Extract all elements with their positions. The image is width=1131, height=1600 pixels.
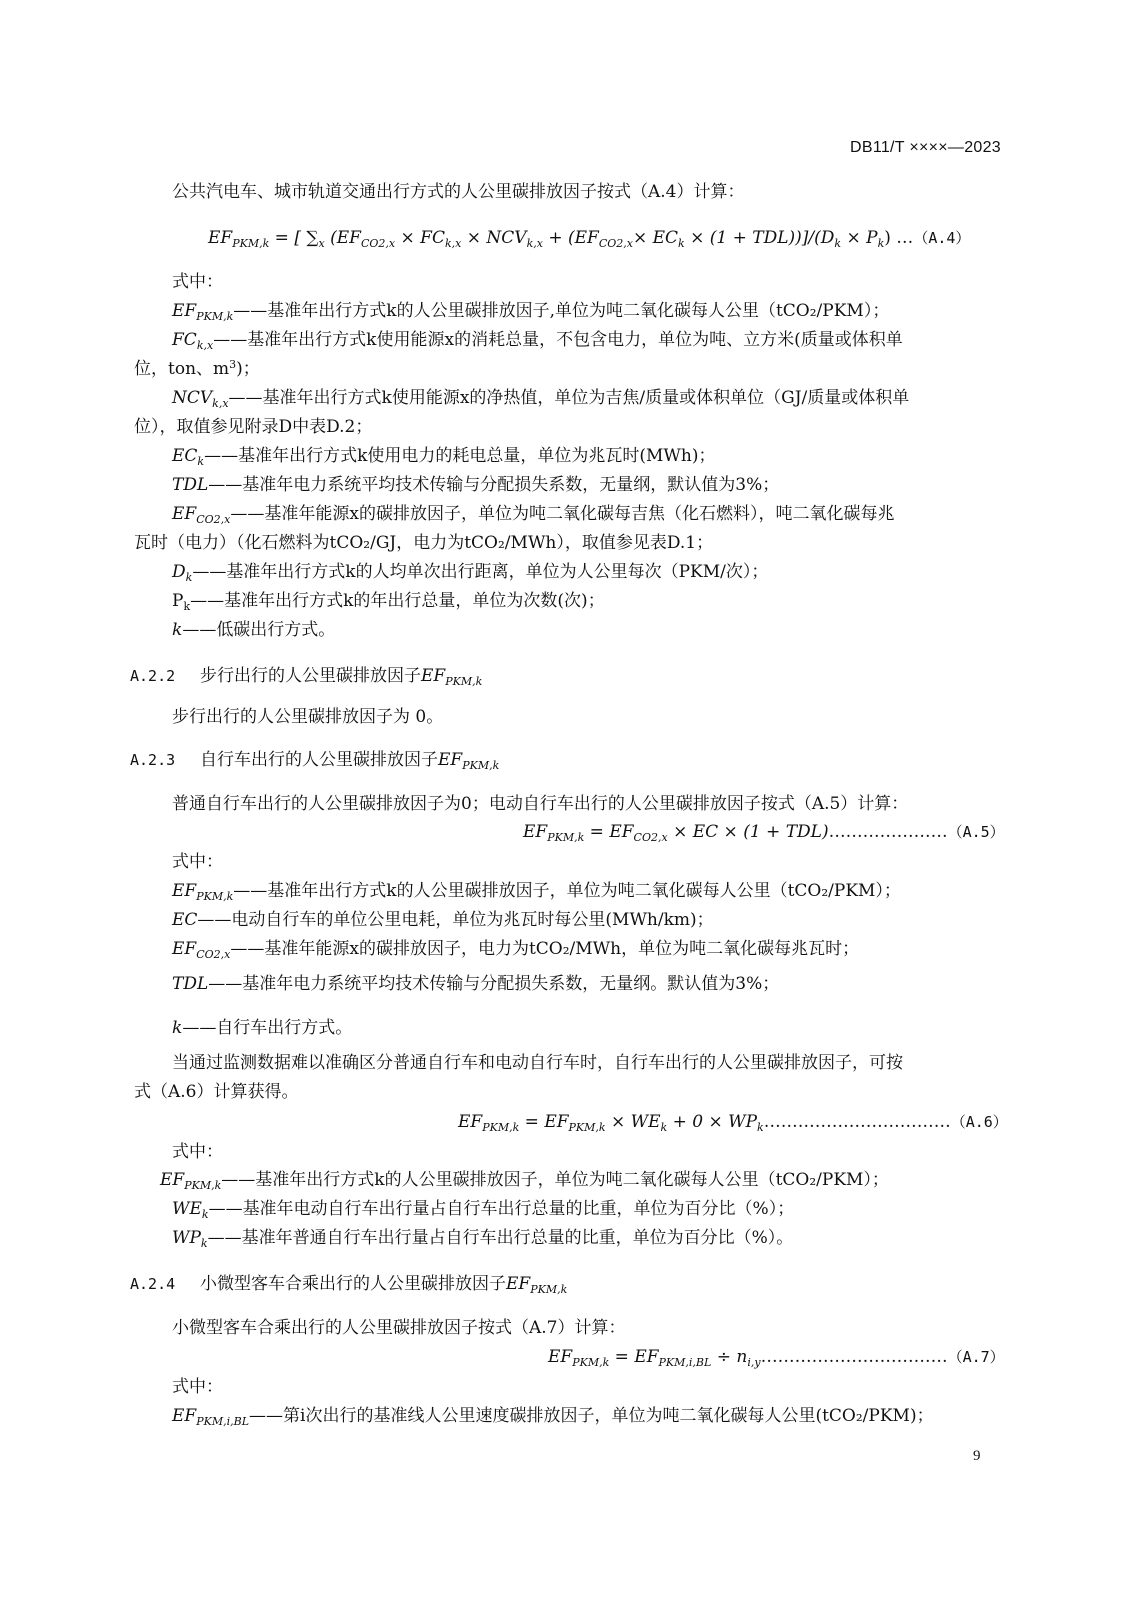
formula-a7: $EF_{PKM,k} = EF_{PKM,i,BL}$ ÷ $n_{i,y}\dots\dots\dots\dots\dots\dots\dots\dots\dots\dots\dots(A.7)$ [548,1347,1005,1369]
definition-d: $D_k——$基准年出行方式k的人均单次出行距离，单位为人公里每次（PKM/次）； [172,562,769,584]
equation-number: （A.4） [913,229,971,247]
definition-k: k——低碳出行方式。 [172,620,336,640]
definition-ncv: $NCV_{k,x}——$基准年出行方式k使用能源x的净热值，单位为吉焦/质量或体积单位（GJ/质量或体积单 [172,388,910,410]
definition-ef-pkm: $EF_{PKM,k}——$基准年出行方式k的人公里碳排放因子，单位为吨二氧化碳每人公里（tCO₂/PKM）； [160,1170,889,1192]
paragraph-a6-intro-continued: 式（A.6）计算获得。 [134,1082,299,1102]
definition-fc: $FC_{k,x}——$基准年出行方式k使用能源x的消耗总量，不包含电力，单位为吨、立方米(质量或体积单 [172,330,903,352]
section-heading-a-2-3: A.2.3 自行车出行的人公里碳排放因子$EF_{PKM,k}$ [130,750,500,772]
formula-a5: $EF_{PKM,k} = EF_{CO2,x}$ × EC × (1 + TDL)…………………（A.5） [523,822,1005,844]
definition-ef-pkm: $EF_{PKM,k}——$基准年出行方式k的人公里碳排放因子,单位为吨二氧化碳每人公里（tCO₂/PKM）； [172,301,890,323]
where-label: 式中： [172,1377,223,1397]
paragraph-carpool: 小微型客车合乘出行的人公里碳排放因子按式（A.7）计算： [172,1318,626,1338]
formula-a4: $EF_{PKM,k}$ = [ $\sum_x$ $(EF_{CO2,x} \times FC_{k,x} \times NCV_{k,x} + (EF_{CO2,x}\times EC_k \times (1 + TDL))]/(D_k \times P_k)$ …（A.4） [208,228,971,250]
formula-a6: $EF_{PKM,k} = EF_{PKM,k} \times WE_k + 0$ × $WP_k\dots\dots\dots\dots\dots\dots\dots\dots\dots\dots\dots(A.6)$ [458,1112,1008,1134]
equation-number: （A.5） [947,823,1005,841]
paragraph-bicycle: 普通自行车出行的人公里碳排放因子为0；电动自行车出行的人公里碳排放因子按式（A.5）计算： [172,794,909,814]
definition-wp: $WP_k——$基准年普通自行车出行量占自行车出行总量的比重，单位为百分比（%）。 [172,1228,794,1250]
definition-ef-pkm-bl: $EF_{PKM,i,BL}——$第i次出行的基准线人公里速度碳排放因子，单位为吨二氧化碳每人公里(tCO₂/PKM)； [172,1406,934,1428]
paragraph-walking: 步行出行的人公里碳排放因子为 0。 [172,707,444,727]
definition-we: $WE_k——$基准年电动自行车出行量占自行车出行总量的比重，单位为百分比（%）； [172,1199,795,1221]
where-label: 式中： [172,272,223,292]
definition-ef-co2: $EF_{CO2,x}——$基准年能源x的碳排放因子，电力为tCO₂/MWh，单位为吨二氧化碳每兆瓦时； [172,939,860,961]
section-heading-a-2-2: A.2.2 步行出行的人公里碳排放因子$EF_{PKM,k}$ [130,666,483,688]
page-number: 9 [973,1448,981,1464]
equation-number: （A.7） [947,1348,1005,1366]
equation-number: （A.6） [950,1113,1008,1131]
definition-ef-co2: $EF_{CO2,x}——$基准年能源x的碳排放因子，单位为吨二氧化碳每吉焦（化石燃料），吨二氧化碳每兆 [172,504,895,526]
where-label: 式中： [172,1142,223,1162]
paragraph-a4-intro: 公共汽电车、城市轨道交通出行方式的人公里碳排放因子按式（A.4）计算： [172,182,745,202]
where-label: 式中： [172,852,223,872]
definition-p: $P_k——$基准年出行方式k的年出行总量，单位为次数(次)； [172,591,605,613]
definition-tdl: TDL——基准年电力系统平均技术传输与分配损失系数，无量纲。默认值为3%； [172,974,780,994]
section-heading-a-2-4: A.2.4 小微型客车合乘出行的人公里碳排放因子$EF_{PKM,k}$ [130,1274,568,1296]
definition-fc-continued: 位，ton、$m^3$)； [134,358,260,379]
definition-ncv-continued: 位），取值参见附录D中表D.2； [134,417,373,437]
definition-ec: $EC_k——$基准年出行方式k使用电力的耗电总量，单位为兆瓦时(MWh)； [172,446,716,468]
definition-ef-pkm: $EF_{PKM,k}——$基准年出行方式k的人公里碳排放因子，单位为吨二氧化碳每人公里（tCO₂/PKM）； [172,881,901,903]
definition-tdl: TDL——基准年电力系统平均技术传输与分配损失系数，无量纲，默认值为3%； [172,475,780,495]
definition-ec: EC——电动自行车的单位公里电耗，单位为兆瓦时每公里(MWh/km)； [172,910,714,930]
definition-ef-co2-continued: 瓦时（电力）（化石燃料为tCO₂/GJ，电力为tCO₂/MWh），取值参见表D.1； [134,533,714,553]
definition-k: k——自行车出行方式。 [172,1018,353,1038]
paragraph-a6-intro: 当通过监测数据难以准确区分普通自行车和电动自行车时，自行车出行的人公里碳排放因子，可按 [172,1053,903,1073]
standard-code-header: DB11/T ××××—2023 [850,139,1001,156]
